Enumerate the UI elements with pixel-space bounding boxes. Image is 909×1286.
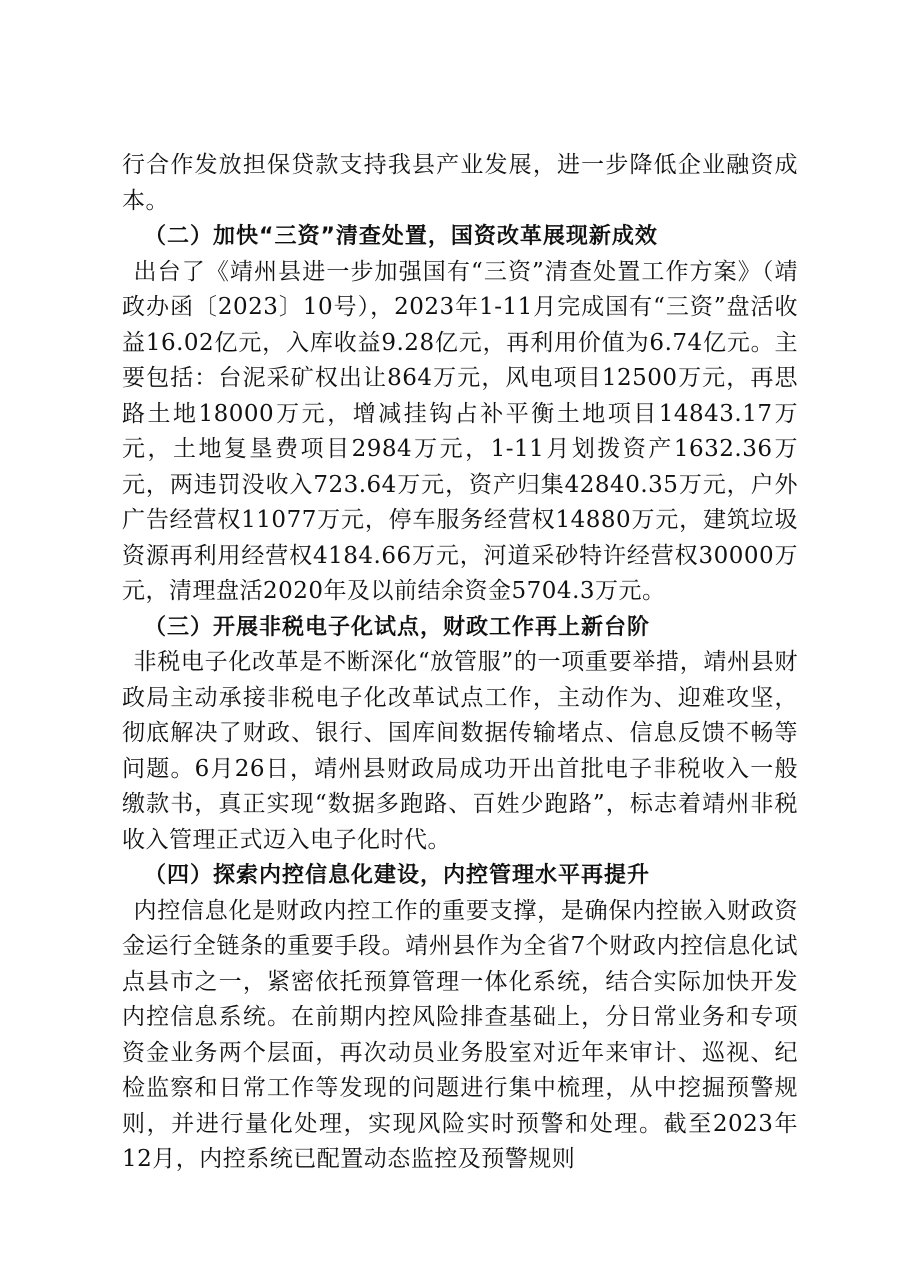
section-heading-3: （三）开展非税电子化试点，财政工作再上新台阶 — [144, 614, 651, 640]
document-body — [122, 148, 798, 1178]
section-heading-4: （四）探索内控信息化建设，内控管理水平再提升 — [144, 863, 651, 888]
paragraph-continuation: 行合作发放担保贷款支持我县产业发展，进一步降低企业融资成本。 — [122, 152, 798, 214]
section-heading-2: （二）加快“三资”清查处置，国资改革展现新成效 — [144, 224, 658, 249]
paragraph-assets-disposal: 出台了《靖州县进一步加强国有“三资”清查处置工作方案》（靖政办函〔2023〕10号），2023年1-11月完成国有“三资”盘活收益16.02亿元，入库收益9.28亿元，再利用价值为6.74亿元。主要包括：台泥采矿权出让864万元，风电项目12500万元，再思路土地18000万元，增减挂钩占补平衡土地项目14843.17万元，土地复垦费项目2984万元，1-11月划拨资产1632.36万元，两违罚没收入723.64万元，资产归集42840.35万元，户外广告经营权11077万元，停车服务经营权14880万元，建筑垃圾资源再利用经营权4184.66万元，河道采砂特许经营权30000万元，清理盘活2020年及以前结余资金5704.3万元。 — [122, 258, 798, 604]
paragraph-non-tax-electronic: 非税电子化改革是不断深化“放管服”的一项重要举措，靖州县财政局主动承接非税电子化改革试点工作，主动作为、迎难攻坚，彻底解决了财政、银行、国库间数据传输堵点、信息反馈不畅等问题。6月26日，靖州县财政局成功开出首批电子非税收入一般缴款书，真正实现“数据多跑路、百姓少跑路”，标志着靖州非税收入管理正式迈入电子化时代。 — [122, 649, 798, 853]
paragraph-internal-control: 内控信息化是财政内控工作的重要支撑，是确保内控嵌入财政资金运行全链条的重要手段。靖州县作为全省7个财政内控信息化试点县市之一，紧密依托预算管理一体化系统，结合实际加快开发内控信息系统。在前期内控风险排查基础上，分日常业务和专项资金业务两个层面，再次动员业务股室对近年来审计、巡视、纪检监察和日常工作等发现的问题进行集中梳理，从中挖掘预警规则，并进行量化处理，实现风险实时预警和处理。截至2023年12月，内控系统已配置动态监控及预警规则 — [122, 897, 798, 1172]
